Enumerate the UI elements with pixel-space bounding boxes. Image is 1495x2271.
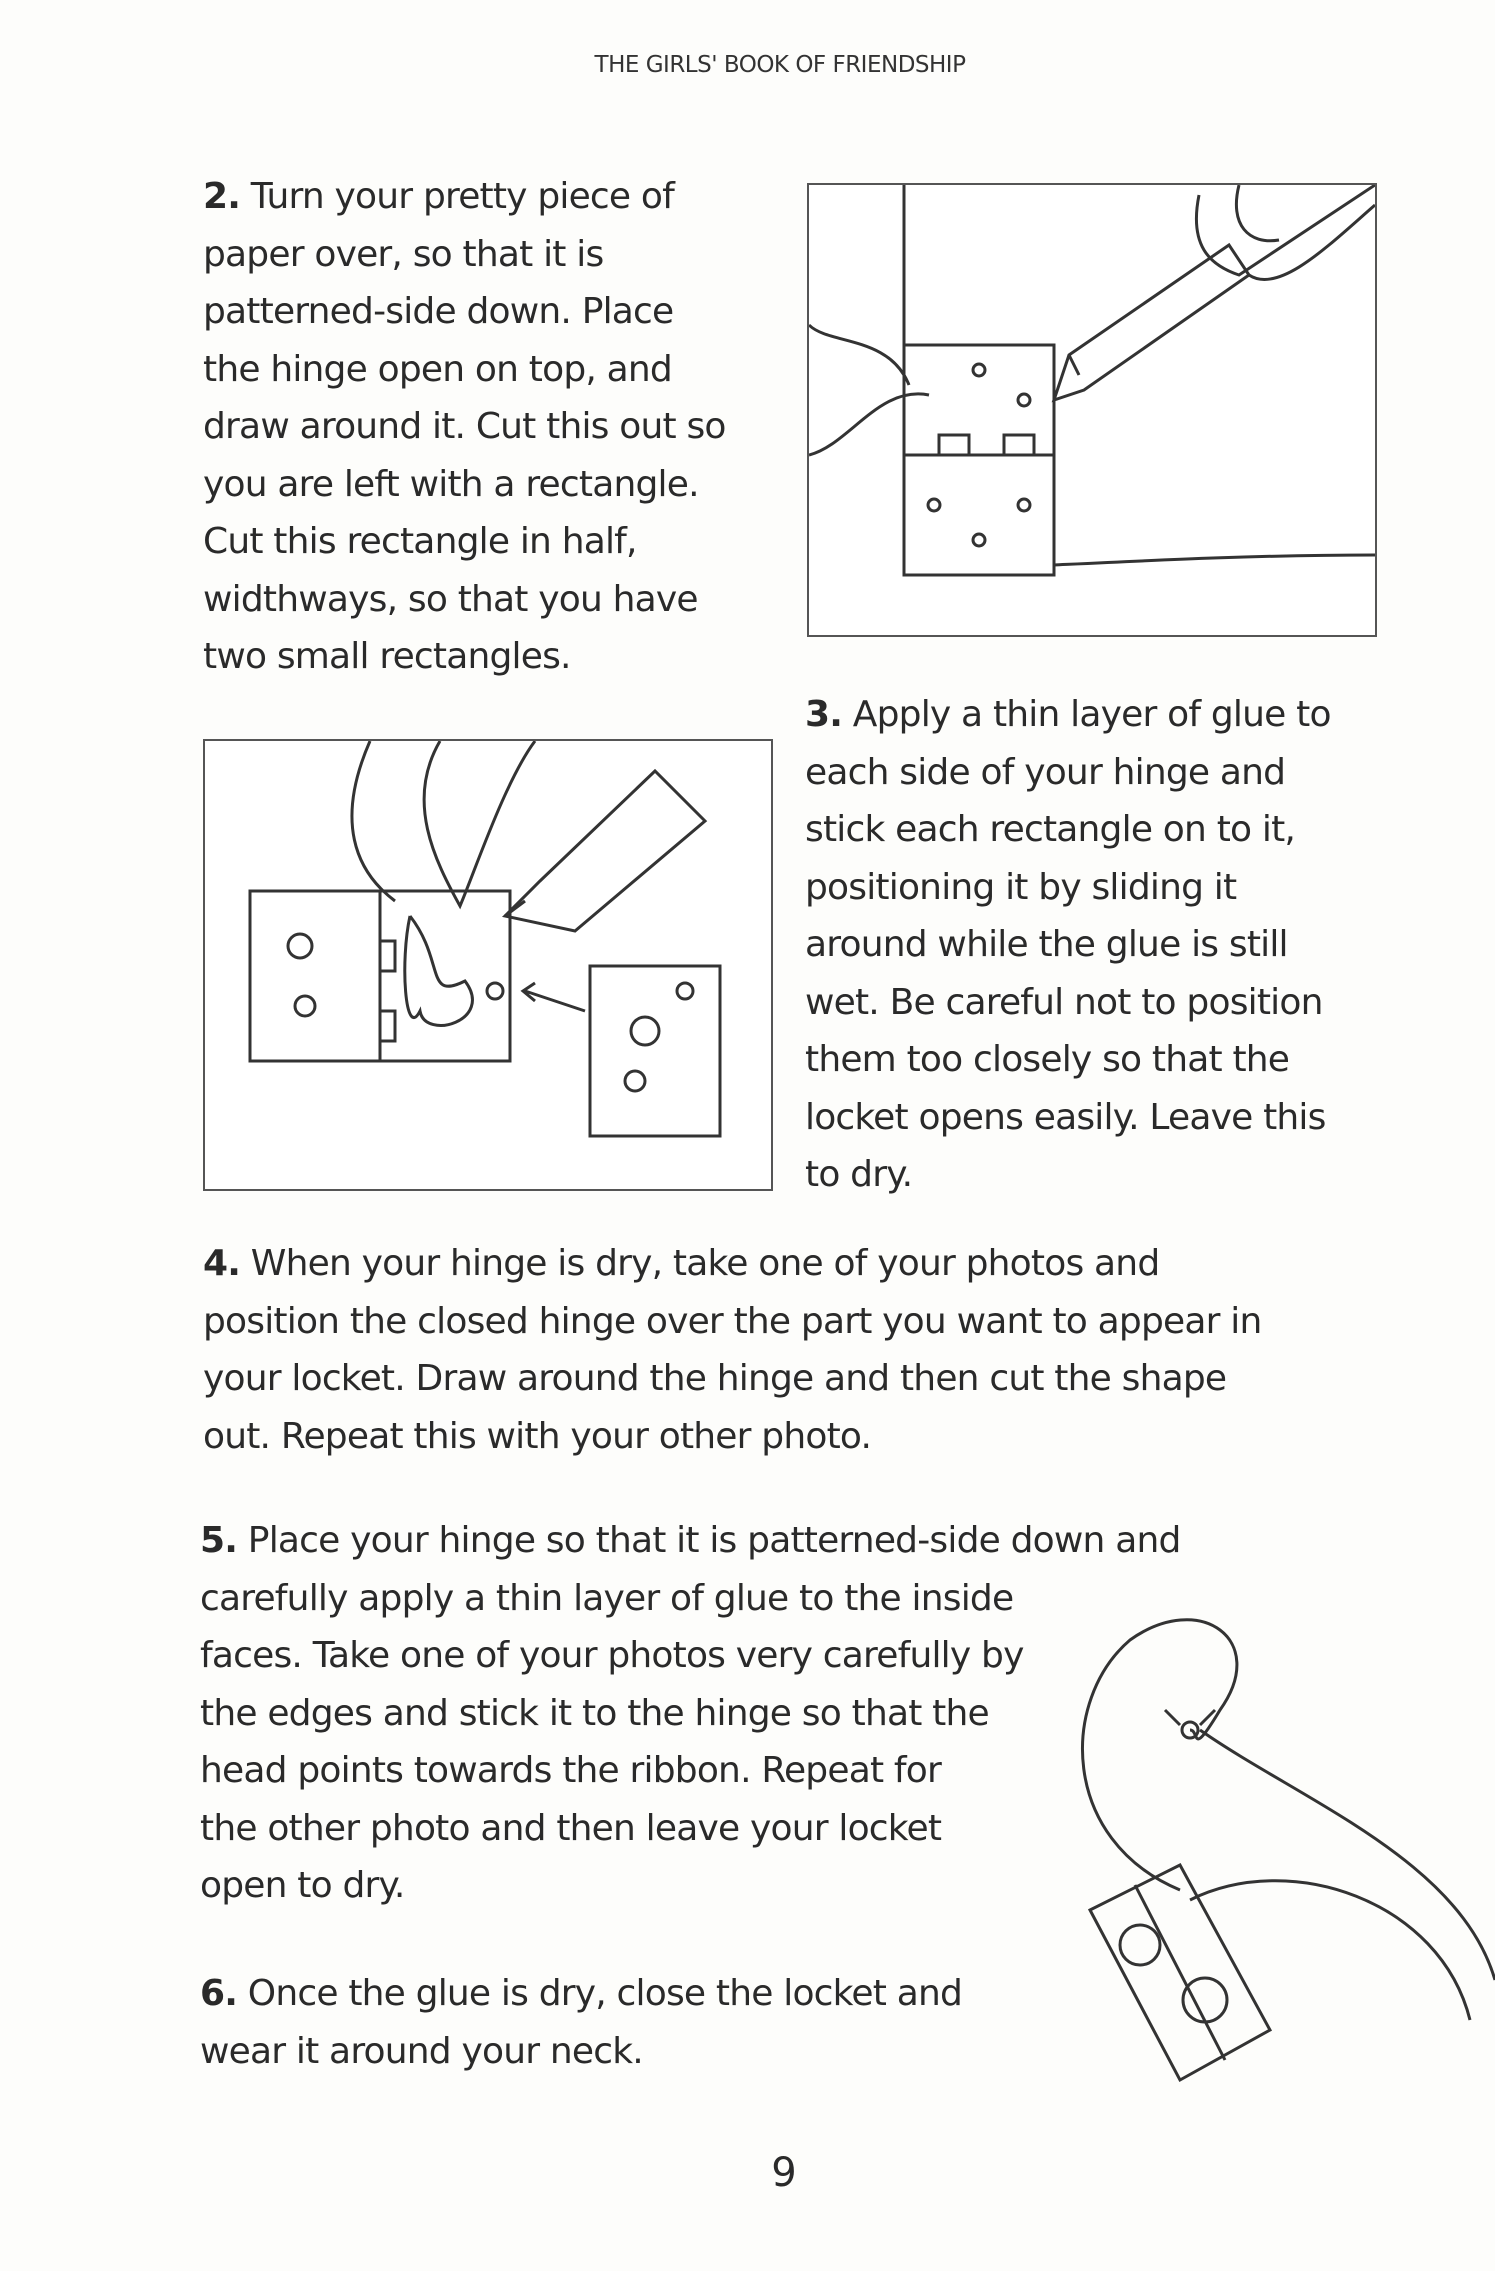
illustration-drawing-around-hinge [807, 183, 1377, 637]
text-line [203, 1235, 1261, 1293]
text-line [203, 226, 726, 284]
text-line-content: each side of your hinge and [805, 751, 1286, 793]
text-line-content: Apply a thin layer of glue to [852, 694, 1331, 735]
text-line-content: draw around it. Cut this out so [203, 406, 726, 447]
step-2-text [203, 168, 726, 686]
text-line [200, 1742, 1181, 1800]
text-line [203, 513, 726, 571]
text-line-content: wear it around your neck. [200, 2030, 643, 2072]
text-line [203, 571, 726, 629]
text-line-content: locket opens easily. Leave this [805, 1096, 1326, 1138]
text-line-content: the other photo and then leave your locket [200, 1807, 942, 1849]
text-line [200, 1512, 1181, 1570]
illustration-gluing-rectangles [203, 739, 773, 1191]
text-line-content: head points towards the ribbon. Repeat for [200, 1750, 942, 1791]
text-line [805, 744, 1331, 802]
step-number: 6. [200, 1973, 238, 2014]
text-line-content: the hinge open on top, and [203, 348, 672, 390]
step-3-text [805, 686, 1331, 1204]
step-number: 3. [805, 694, 843, 735]
text-line-content: the edges and stick it to the hinge so that the [200, 1692, 989, 1734]
text-line-content: When your hinge is dry, take one of your photos and [250, 1243, 1160, 1284]
text-line-content: your locket. Draw around the hinge and then cut the shape [203, 1358, 1227, 1399]
text-line [200, 2023, 962, 2081]
text-line [200, 1627, 1181, 1685]
text-line-content: Turn your pretty piece of [250, 176, 675, 217]
text-line-content: position the closed hinge over the part you want to appear in [203, 1300, 1262, 1342]
text-line [203, 341, 726, 399]
text-line [200, 1685, 1181, 1743]
text-line [805, 801, 1331, 859]
text-line-content: to dry. [805, 1154, 913, 1195]
text-line [200, 1857, 1181, 1915]
text-line [805, 974, 1331, 1032]
text-line-content: Place your hinge so that it is patterned-side down and [247, 1520, 1181, 1561]
text-line [805, 1031, 1331, 1089]
text-line [200, 1570, 1181, 1628]
illustration-finished-locket [1040, 1600, 1495, 2110]
text-line [203, 628, 726, 686]
text-line-content: faces. Take one of your photos very carefully by [200, 1635, 1024, 1676]
text-line [203, 1408, 1261, 1466]
running-header: THE GIRLS' BOOK OF FRIENDSHIP [594, 52, 966, 78]
step-4-text [203, 1235, 1261, 1465]
text-line-content: you are left with a rectangle. [203, 463, 699, 505]
text-line [805, 1089, 1331, 1147]
text-line [203, 168, 726, 226]
text-line [200, 1800, 1181, 1858]
text-line [203, 456, 726, 514]
text-line-content: them too closely so that the [805, 1039, 1290, 1080]
page-number: 9 [771, 2150, 797, 2196]
text-line [805, 686, 1331, 744]
text-line-content: Cut this rectangle in half, [203, 521, 637, 562]
text-line-content: around while the glue is still [805, 924, 1288, 965]
text-line-content: Once the glue is dry, close the locket and [247, 1973, 963, 2014]
text-line-content: stick each rectangle on to it, [805, 809, 1296, 850]
text-line [805, 1146, 1331, 1204]
step-5-text [200, 1512, 1181, 1915]
text-line [203, 283, 726, 341]
text-line-content: carefully apply a thin layer of glue to the inside [200, 1577, 1014, 1619]
step-number: 4. [203, 1243, 241, 1284]
text-line [203, 1350, 1261, 1408]
text-line-content: wet. Be careful not to position [805, 981, 1323, 1023]
step-number: 5. [200, 1520, 238, 1561]
text-line-content: paper over, so that it is [203, 233, 604, 275]
text-line-content: widthways, so that you have [203, 578, 698, 620]
step-6-text [200, 1965, 962, 2080]
text-line [805, 859, 1331, 917]
text-line [203, 1293, 1261, 1351]
text-line [805, 916, 1331, 974]
text-line-content: two small rectangles. [203, 636, 571, 677]
text-line [203, 398, 726, 456]
text-line-content: out. Repeat this with your other photo. [203, 1415, 872, 1457]
text-line-content: patterned-side down. Place [203, 291, 674, 332]
text-line [200, 1965, 962, 2023]
step-number: 2. [203, 176, 241, 217]
text-line-content: positioning it by sliding it [805, 866, 1237, 908]
text-line-content: open to dry. [200, 1865, 405, 1906]
